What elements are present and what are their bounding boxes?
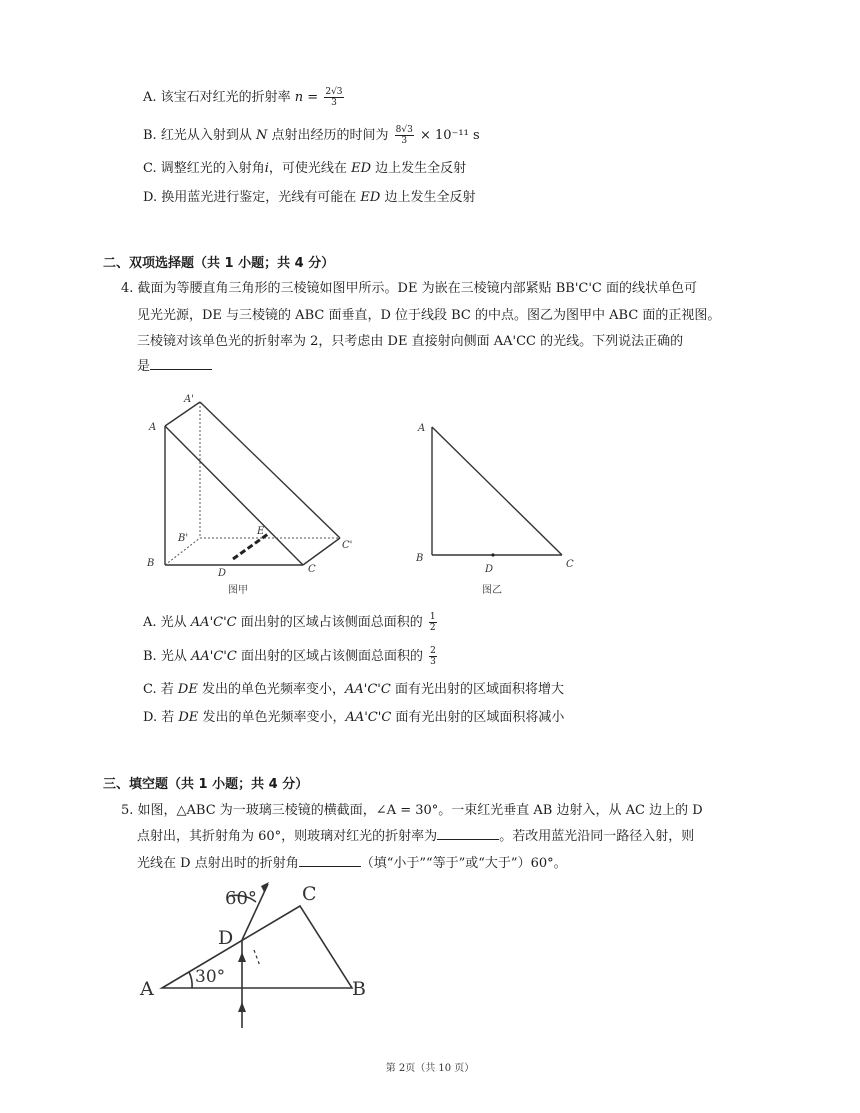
q4-option-b[interactable]: B. 光从 AA'C'C 面出射的区域占该侧面总面积的 $\frac{2}{3}$	[143, 646, 436, 667]
caption-yi: 图乙	[482, 585, 502, 596]
q4-line2: 见光光源，DE 与三棱镜的 ABC 面垂直，D 位于线段 BC 的中点。图乙为图甲中 ABC 面的正视图。	[137, 308, 721, 323]
answer-blank[interactable]	[437, 827, 499, 840]
label-C: C	[566, 559, 574, 570]
section-heading-3: 三、填空题（共 1 小题；共 4 分）	[103, 777, 309, 792]
q3-option-c: C. 调整红光的入射角i，可使光线在 ED 边上发生全反射	[143, 161, 467, 176]
label-D: D	[218, 568, 227, 579]
q4-option-d[interactable]: D. 若 DE 发出的单色光频率变小，AA'C'C 面有光出射的区域面积将减小	[143, 710, 565, 725]
figure-yi	[410, 415, 590, 603]
q3-option-a: A. 该宝石对红光的折射率 n = $\frac{2√3}{3}$	[143, 87, 343, 108]
fraction: $\frac{2}{3}$	[430, 646, 436, 667]
label-D: D	[485, 564, 494, 575]
label-C: C	[308, 564, 316, 575]
page-footer: 第 2页（共 10 页）	[385, 1063, 475, 1074]
q3-option-b: B. 红光从入射到从 N 点射出经历的时间为 $\frac{8√3}{3}$ × 10⁻¹¹ s	[143, 125, 480, 146]
label-B: B	[416, 553, 424, 564]
angle-label-30: 30°	[195, 967, 226, 987]
label-C: C	[302, 883, 317, 905]
caption-jia: 图甲	[228, 585, 248, 596]
q4-line4: 是	[137, 355, 212, 374]
q4-line3: 三棱镜对该单色光的折射率为 2，只考虑由 DE 直接射向侧面 AA'CC 的光线。下列说法正确的	[137, 334, 684, 349]
label-E: E	[257, 526, 265, 537]
label-A: A	[149, 422, 157, 433]
q4-option-c[interactable]: C. 若 DE 发出的单色光频率变小，AA'C'C 面有光出射的区域面积将增大	[143, 682, 564, 697]
answer-blank[interactable]	[299, 854, 361, 867]
fraction: $\frac{2√3}{3}$	[325, 87, 343, 108]
label-B-prime: B'	[178, 533, 189, 544]
label-A: A	[140, 978, 154, 1000]
label-A-prime: A'	[184, 394, 194, 405]
q5-line2: 点射出，其折射角为 60°，则玻璃对红光的折射率为 。若改用蓝光沿同一路径入射，则	[137, 829, 695, 844]
label-A: A	[418, 423, 426, 434]
q5-line1: 5. 如图，△ABC 为一玻璃三棱镜的横截面，∠A = 30°。一束红光垂直 AB 边射入，从 AC 边上的 D	[121, 803, 703, 818]
q4-option-a[interactable]: A. 光从 AA'C'C 面出射的区域占该侧面总面积的 $\frac{1}{2}$	[143, 612, 436, 633]
q4-line1: 4. 截面为等腰直角三角形的三棱镜如图甲所示。DE 为嵌在三棱镜内部紧贴 BB'C'C 面的线状单色可	[121, 281, 697, 296]
q5-line3: 光线在 D 点射出时的折射角 （填“小于”“等于”或“大于”）60°。	[137, 856, 567, 871]
fraction: $\frac{1}{2}$	[429, 612, 436, 633]
label-B: B	[352, 978, 366, 1000]
label-D: D	[218, 927, 234, 949]
label-B: B	[147, 558, 155, 569]
figure-jia	[140, 388, 370, 603]
fraction: $\frac{8√3}{3}$	[395, 125, 413, 146]
q3-option-d: D. 换用蓝光进行鉴定，光线有可能在 ED 边上发生全反射	[143, 190, 476, 205]
label-C-prime: C'	[342, 540, 353, 551]
answer-blank[interactable]	[150, 357, 212, 370]
section-heading-2: 二、双项选择题（共 1 小题；共 4 分）	[103, 256, 335, 271]
figure-q5	[132, 878, 382, 1028]
angle-label-60: 60°	[225, 888, 257, 909]
